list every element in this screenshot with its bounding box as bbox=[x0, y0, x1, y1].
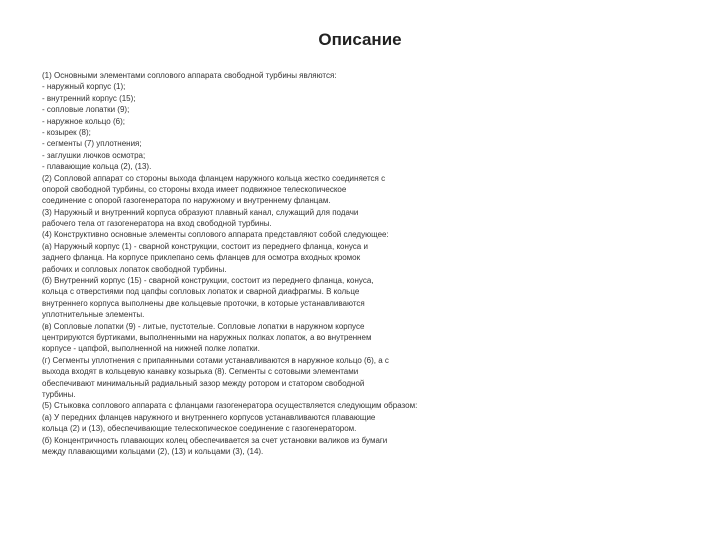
text-line: выхода входят в кольцевую канавку козырька (8). Сегменты с сотовыми элементами bbox=[42, 367, 359, 377]
text-line: (2) Сопловой аппарат со стороны выхода фланцем наружного кольца жестко соединяется с bbox=[42, 173, 386, 183]
text-line: (в) Сопловые лопатки (9) - литые, пустотелые. Сопловые лопатки в наружном корпусе bbox=[42, 321, 365, 331]
text-line: обеспечивают минимальный радиальный зазор между ротором и статором свободной bbox=[42, 378, 365, 388]
text-line: (3) Наружный и внутренний корпуса образуют плавный канал, служащий для подачи bbox=[42, 207, 359, 217]
text-line: рабочего тела от газогенератора на вход свободной турбины. bbox=[42, 219, 272, 229]
text-line: корпусе - цапфой, выполненной на нижней полке лопатки. bbox=[42, 344, 260, 354]
text-line: (б) Концентричность плавающих колец обеспечивается за счет установки валиков из бумаги bbox=[42, 435, 388, 445]
text-line: рабочих и сопловых лопаток свободной турбины. bbox=[42, 264, 227, 274]
text-line: кольца (2) и (13), обеспечивающие телескопическое соединение с газогенератором. bbox=[42, 424, 357, 434]
text-line: заднего фланца. На корпусе приклепано семь фланцев для осмотра входных кромок bbox=[42, 253, 361, 263]
text-line: (б) Внутренний корпус (15) - сварной конструкции, состоит из переднего фланца, конуса, bbox=[42, 276, 374, 286]
text-line: (а) У передних фланцев наружного и внутреннего корпусов устанавливаются плавающие bbox=[42, 412, 376, 422]
text-line: уплотнительные элементы. bbox=[42, 310, 145, 320]
text-line: (4) Конструктивно основные элементы соплового аппарата представляют собой следующее: bbox=[42, 230, 389, 240]
text-line: турбины. bbox=[42, 389, 76, 399]
description-text bbox=[42, 70, 482, 457]
text-line: внутреннего корпуса выполнены две кольцевые проточки, в которые устанавливаются bbox=[42, 298, 365, 308]
text-line: - козырек (8); bbox=[42, 127, 91, 137]
page-title: Описание bbox=[318, 30, 402, 49]
text-line: - внутренний корпус (15); bbox=[42, 93, 136, 103]
text-line: (г) Сегменты уплотнения с припаянными сотами устанавливаются в наружное кольцо (6), а с bbox=[42, 355, 389, 365]
text-line: - сопловые лопатки (9); bbox=[42, 105, 130, 115]
text-line: соединение с опорой газогенератора по наружному и внутреннему фланцам. bbox=[42, 196, 331, 206]
text-line: между плавающими кольцами (2), (13) и кольцами (3), (14). bbox=[42, 446, 264, 456]
text-line: - наружное кольцо (6); bbox=[42, 116, 125, 126]
text-line: кольца с отверстиями под цапфы сопловых лопаток и сварной диафрагмы. В кольце bbox=[42, 287, 360, 297]
text-line: центрируются буртиками, выполненными на наружных полках лопаток, а во внутреннем bbox=[42, 332, 372, 342]
text-line: (5) Стыковка соплового аппарата с фланцами газогенератора осуществляется следующим образом: bbox=[42, 401, 418, 411]
text-line: - заглушки лючков осмотра; bbox=[42, 150, 146, 160]
text-line: - плавающие кольца (2), (13). bbox=[42, 162, 152, 172]
text-line: - наружный корпус (1); bbox=[42, 82, 126, 92]
text-line: (а) Наружный корпус (1) - сварной конструкции, состоит из переднего фланца, конуса и bbox=[42, 241, 368, 251]
text-line: опорой свободной турбины, со стороны входа имеет подвижное телескопическое bbox=[42, 184, 347, 194]
text-line: (1) Основными элементами соплового аппарата свободной турбины являются: bbox=[42, 71, 337, 80]
text-line: - сегменты (7) уплотнения; bbox=[42, 139, 142, 149]
